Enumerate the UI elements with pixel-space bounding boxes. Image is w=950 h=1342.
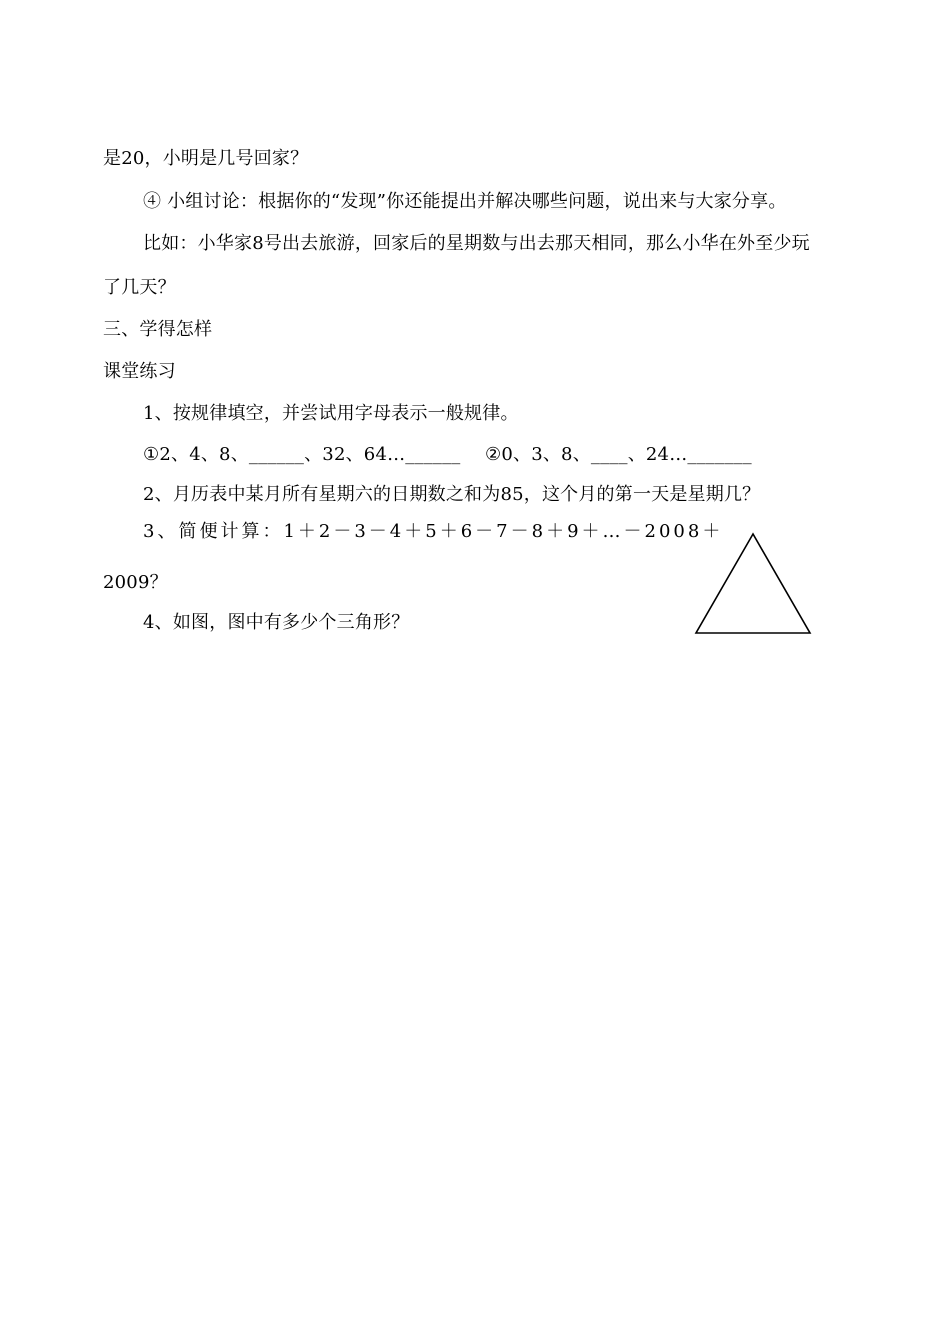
exercise-3: 3、简便计算：1＋2－3－4＋5＋6－7－8＋9＋…－2008＋ [143, 521, 724, 542]
triangle-figure [690, 530, 816, 638]
exercise-1: 1、按规律填空，并尝试用字母表示一般规律。 [143, 403, 519, 424]
exercise-4: 4、如图，图中有多少个三角形？ [143, 612, 410, 633]
exercise-1-part-2: ②0、3、8、____、24…_______ [485, 444, 752, 465]
exercise-1-part-1: ①2、4、8、______、32、64…______ [143, 444, 461, 465]
text-line-4: 了几天？ [103, 277, 176, 298]
subsection-heading: 课堂练习 [103, 361, 176, 382]
text-line-3: 比如：小华家8号出去旅游，回家后的星期数与出去那天相同，那么小华在外至少玩 [143, 233, 810, 254]
text-line-1: 是20，小明是几号回家？ [103, 148, 309, 169]
triangle-shape [696, 534, 810, 633]
exercise-3-continued: 2009？ [103, 572, 168, 593]
text-line-2: ④ 小组讨论：根据你的“发现”你还能提出并解决哪些问题，说出来与大家分享。 [143, 191, 787, 212]
exercise-2: 2、月历表中某月所有星期六的日期数之和为85，这个月的第一天是星期几？ [143, 484, 761, 505]
section-heading: 三、学得怎样 [103, 319, 213, 340]
